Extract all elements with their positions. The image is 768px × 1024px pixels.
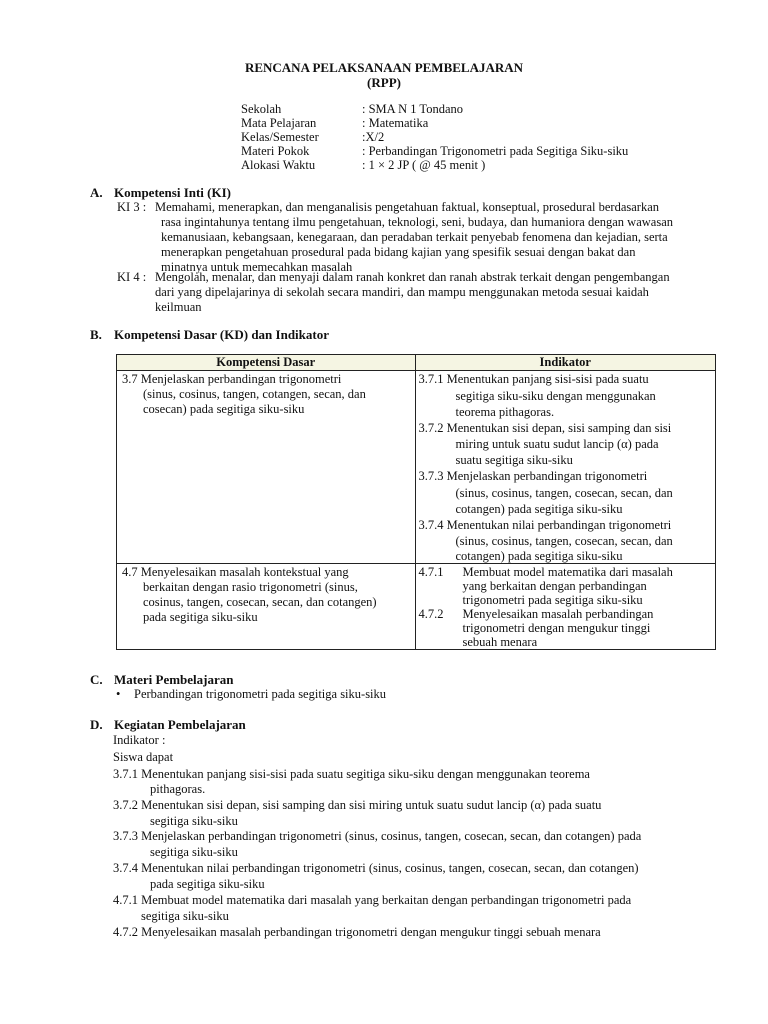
- kd-text: pada segitiga siku-siku: [143, 610, 258, 624]
- indicator-text: teorema pithagoras.: [455, 405, 555, 419]
- activity-line: 4.7.1 Membuat model matematika dari masalah yang berkaitan dengan perbandingan trigonometri pada: [113, 893, 632, 907]
- document-subtitle: (RPP): [367, 75, 401, 90]
- section-letter: A.: [90, 185, 103, 200]
- indicator-text: 3.7.4 Menentukan nilai perbandingan trigonometri: [418, 518, 672, 532]
- ki3-line: menerapkan pengetahuan prosedural pada bidang kajian yang spesifik sesuai dengan bakat dan: [161, 245, 636, 259]
- ki3-label: KI 3 :: [117, 200, 147, 214]
- activity-line: 3.7.1 Menentukan panjang sisi-sisi pada suatu segitiga siku-siku dengan menggunakan teorema: [113, 767, 590, 781]
- kd-indicator-table: [116, 354, 716, 650]
- identity-label: Sekolah: [241, 102, 282, 116]
- ki3-line: Memahami, menerapkan, dan menganalisis pengetahuan faktual, konseptual, prosedural berdasarkan: [155, 200, 659, 214]
- section-letter: C.: [90, 672, 103, 687]
- identity-value: : 1 × 2 JP ( @ 45 menit ): [362, 158, 486, 172]
- indicator-intro: Siswa dapat: [113, 750, 174, 764]
- kd-text: 4.7 Menyelesaikan masalah kontekstual yang: [122, 565, 349, 579]
- identity-row: [241, 144, 711, 159]
- indicator-text: (sinus, cosinus, tangen, cosecan, secan, dan: [455, 534, 673, 548]
- activity-line: 3.7.3 Menjelaskan perbandingan trigonometri (sinus, cosinus, tangen, cosecan, secan, dan cotangen) pada: [113, 829, 642, 843]
- identity-value: : SMA N 1 Tondano: [362, 102, 463, 116]
- indicator-text: trigonometri dengan mengukur tinggi: [462, 621, 651, 635]
- indicator-text: suatu segitiga siku-siku: [455, 453, 573, 467]
- activity-line: pada segitiga siku-siku: [150, 877, 265, 891]
- indicator-intro: Indikator :: [113, 733, 166, 747]
- kd-text: 3.7 Menjelaskan perbandingan trigonometri: [122, 372, 342, 386]
- identity-row: [241, 102, 711, 117]
- kd-text: (sinus, cosinus, tangen, cotangen, secan, dan: [143, 387, 366, 401]
- indicator-text: (sinus, cosinus, tangen, cosecan, secan, dan: [455, 486, 673, 500]
- identity-value: :X/2: [362, 130, 385, 144]
- ki4-line: keilmuan: [155, 300, 202, 314]
- identity-row: [241, 116, 711, 131]
- indicator-text: segitiga siku-siku dengan menggunakan: [455, 389, 656, 403]
- table-row: [117, 564, 716, 650]
- ki3-line: kemanusiaan, kebangsaan, kenegaraan, dan peradaban terkait penyebab fenomena dan kejadian, serta: [161, 230, 668, 244]
- section-a-heading: [90, 185, 231, 200]
- section-b-heading: [90, 327, 329, 342]
- section-title: Kompetensi Dasar (KD) dan Indikator: [114, 327, 330, 342]
- document-title: RENCANA PELAKSANAAN PEMBELAJARAN: [244, 60, 524, 75]
- section-title: Materi Pembelajaran: [114, 672, 234, 687]
- section-c-heading: [90, 672, 233, 687]
- ki3-line: minatnya untuk memecahkan masalah: [161, 260, 353, 274]
- section-title: Kompetensi Inti (KI): [114, 185, 231, 200]
- section-letter: D.: [90, 717, 103, 732]
- indicator-text: cotangen) pada segitiga siku-siku: [455, 502, 623, 516]
- identity-row: [241, 130, 711, 145]
- ki4-line: Mengolah, menalar, dan menyaji dalam ranah konkret dan ranah abstrak terkait dengan pengembangan: [155, 270, 670, 284]
- activity-line: 4.7.2 Menyelesaikan masalah perbandingan trigonometri dengan mengukur tinggi sebuah menara: [113, 925, 601, 939]
- activity-line: segitiga siku-siku: [141, 909, 229, 923]
- identity-value: : Matematika: [362, 116, 429, 130]
- activity-line: 3.7.4 Menentukan nilai perbandingan trigonometri (sinus, cosinus, tangen, cosecan, secan, dan cotangen): [113, 861, 639, 875]
- section-title: Kegiatan Pembelajaran: [114, 717, 246, 732]
- identity-row: [241, 158, 711, 173]
- identity-label: Materi Pokok: [241, 144, 310, 158]
- activity-line: 3.7.2 Menentukan sisi depan, sisi samping dan sisi miring untuk suatu sudut lancip (α) pada suatu: [113, 798, 602, 812]
- indicator-text: 3.7.3 Menjelaskan perbandingan trigonometri: [418, 469, 648, 483]
- activity-line: segitiga siku-siku: [150, 845, 238, 859]
- indicator-text: cotangen) pada segitiga siku-siku: [455, 549, 623, 563]
- table-row: [117, 371, 716, 564]
- kd-text: cosecan) pada segitiga siku-siku: [143, 402, 305, 416]
- indicator-text: sebuah menara: [462, 635, 538, 649]
- kd-text: berkaitan dengan rasio trigonometri (sinus,: [143, 580, 358, 594]
- indicator-text: 3.7.2 Menentukan sisi depan, sisi samping dan sisi: [418, 421, 672, 435]
- indicator-text: Menyelesaikan masalah perbandingan: [462, 607, 654, 621]
- list-item-text: Perbandingan trigonometri pada segitiga siku-siku: [134, 687, 387, 701]
- activity-line: segitiga siku-siku: [150, 814, 238, 828]
- table-header-kd: Kompetensi Dasar: [117, 355, 416, 371]
- indicator-text: 3.7.1 Menentukan panjang sisi-sisi pada suatu: [418, 372, 649, 386]
- identity-label: Alokasi Waktu: [241, 158, 316, 172]
- indicator-text: yang berkaitan dengan perbandingan: [462, 579, 647, 593]
- indicator-number: 4.7.1: [418, 565, 444, 579]
- section-d-heading: [90, 717, 246, 732]
- indicator-text: miring untuk suatu sudut lancip (α) pada: [455, 437, 659, 451]
- bullet-icon: •: [116, 687, 121, 701]
- ki4-label: KI 4 :: [117, 270, 147, 284]
- section-letter: B.: [90, 327, 102, 342]
- indicator-number: 4.7.2: [418, 607, 444, 621]
- table-header-row: [117, 355, 716, 371]
- indicator-text: Membuat model matematika dari masalah: [462, 565, 673, 579]
- identity-label: Kelas/Semester: [241, 130, 319, 144]
- indicator-text: trigonometri pada segitiga siku-siku: [462, 593, 643, 607]
- identity-value: : Perbandingan Trigonometri pada Segitiga Siku-siku: [362, 144, 629, 158]
- identity-label: Mata Pelajaran: [241, 116, 317, 130]
- ki3-line: rasa ingintahunya tentang ilmu pengetahuan, teknologi, seni, budaya, dan humaniora dengan wawasan: [161, 215, 673, 229]
- ki4-line: dari yang dipelajarinya di sekolah secara mandiri, dan mampu menggunakan metoda sesuai kaidah: [155, 285, 649, 299]
- activity-line: pithagoras.: [150, 782, 206, 796]
- table-header-indicator: Indikator: [415, 355, 716, 371]
- kd-text: cosinus, tangen, cosecan, secan, dan cotangen): [143, 595, 377, 609]
